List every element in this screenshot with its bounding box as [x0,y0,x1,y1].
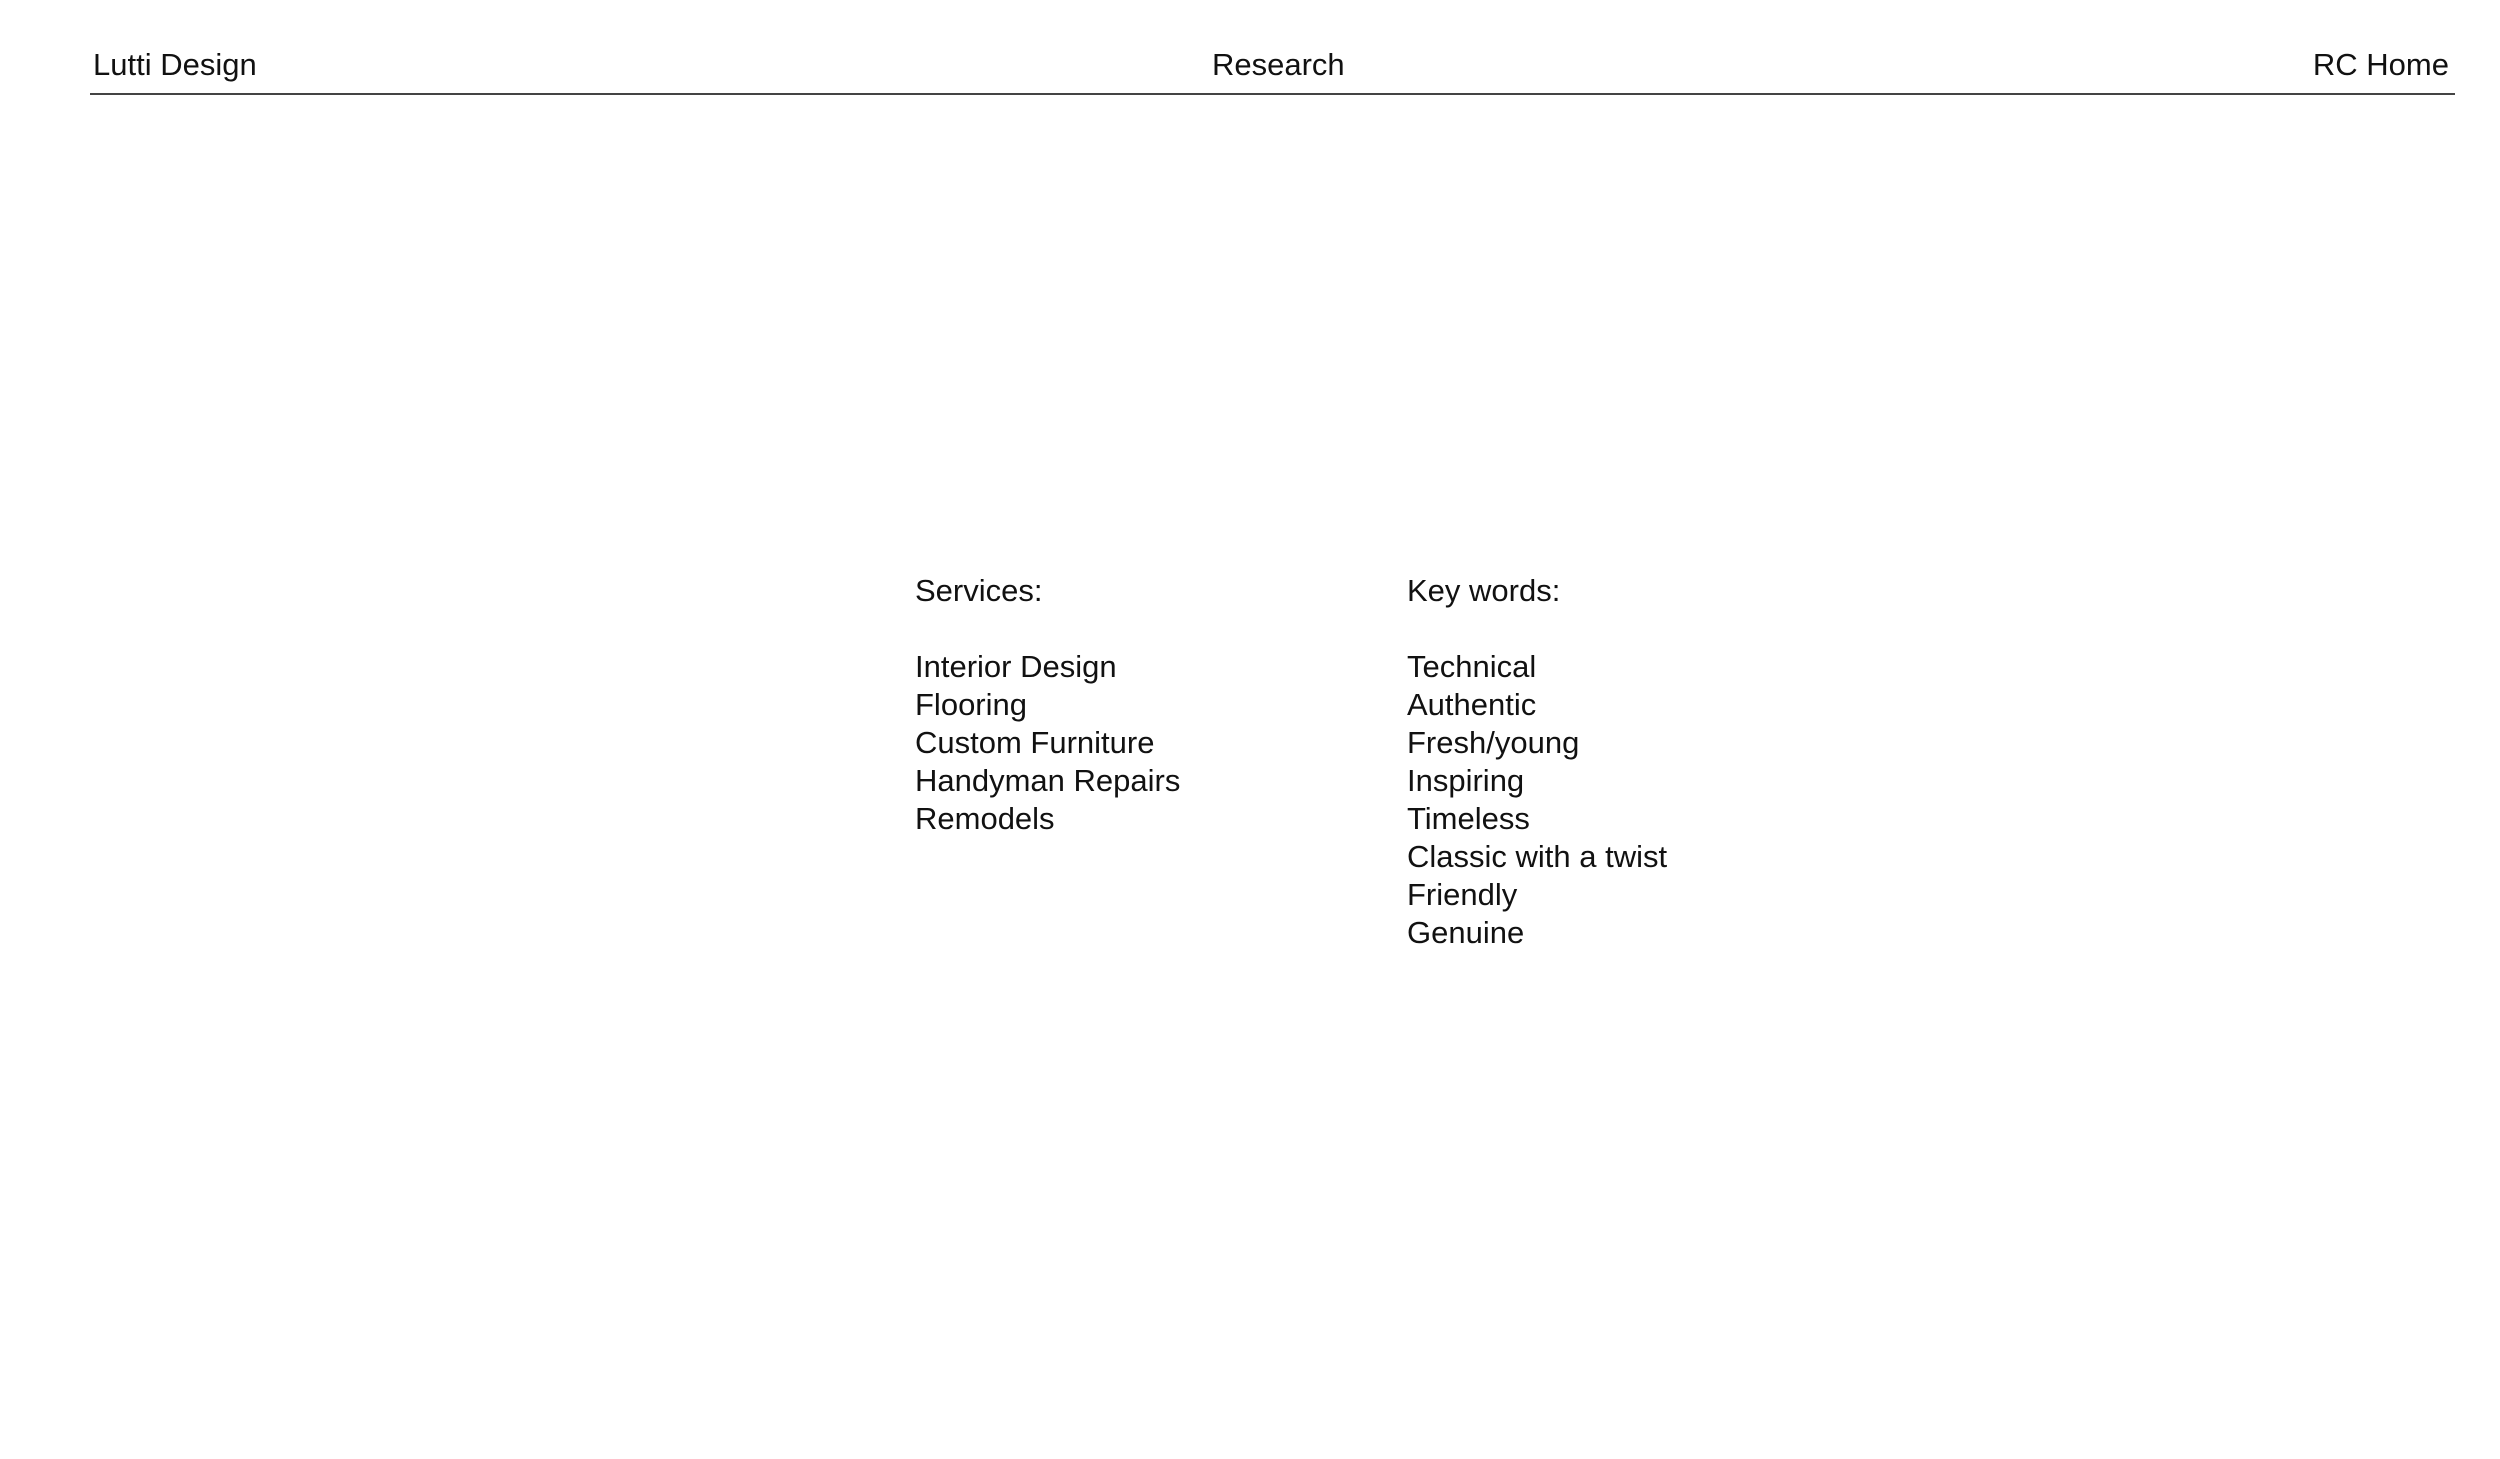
keywords-section [1407,572,1667,952]
keywords-heading: Key words: [1407,573,1561,608]
services-section [915,572,1180,838]
page-title: Research [1212,47,1345,82]
keyword-item: Friendly [1407,877,1518,912]
services-heading: Services: [915,573,1043,608]
keyword-item: Fresh/young [1407,725,1580,760]
keyword-item: Genuine [1407,915,1525,950]
service-item: Remodels [915,801,1055,836]
services-list [915,648,1180,838]
keyword-item: Technical [1407,649,1537,684]
keyword-item: Inspiring [1407,763,1525,798]
service-item: Interior Design [915,649,1117,684]
brand-name-left: Lutti Design [93,47,257,82]
keywords-list [1407,648,1667,952]
page-header [90,0,2455,95]
brand-name-right: RC Home [2312,47,2449,82]
keyword-item: Timeless [1407,801,1530,836]
service-item: Flooring [915,687,1027,722]
service-item: Custom Furniture [915,725,1155,760]
keyword-item: Classic with a twist [1407,839,1668,874]
keyword-item: Authentic [1407,687,1537,722]
service-item: Handyman Repairs [915,763,1181,798]
